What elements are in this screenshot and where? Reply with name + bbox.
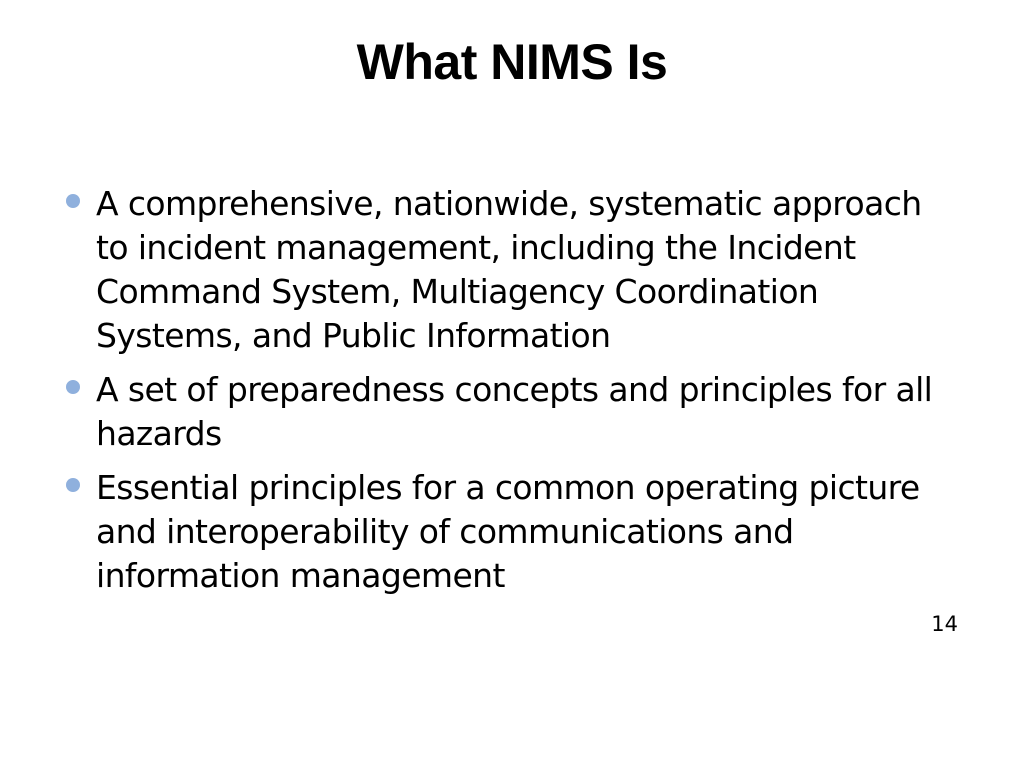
bullet-list [62,182,962,608]
bullet-dot-icon [66,478,80,492]
slide-title: What NIMS Is [356,34,668,90]
bullet-text: A set of preparedness concepts and principles for all hazards [96,370,933,453]
bullet-item [62,368,962,456]
bullet-text: A comprehensive, nationwide, systematic approach to incident management, including the Incident Command System, Multiagency Coordination Systems, and Public Information [96,184,922,355]
bullet-dot-icon [66,194,80,208]
bullet-text: Essential principles for a common operating picture and interoperability of communications and information management [96,468,920,595]
page-number: 14 [931,612,958,636]
bullet-dot-icon [66,380,80,394]
bullet-item [62,182,962,358]
bullet-item [62,466,962,598]
